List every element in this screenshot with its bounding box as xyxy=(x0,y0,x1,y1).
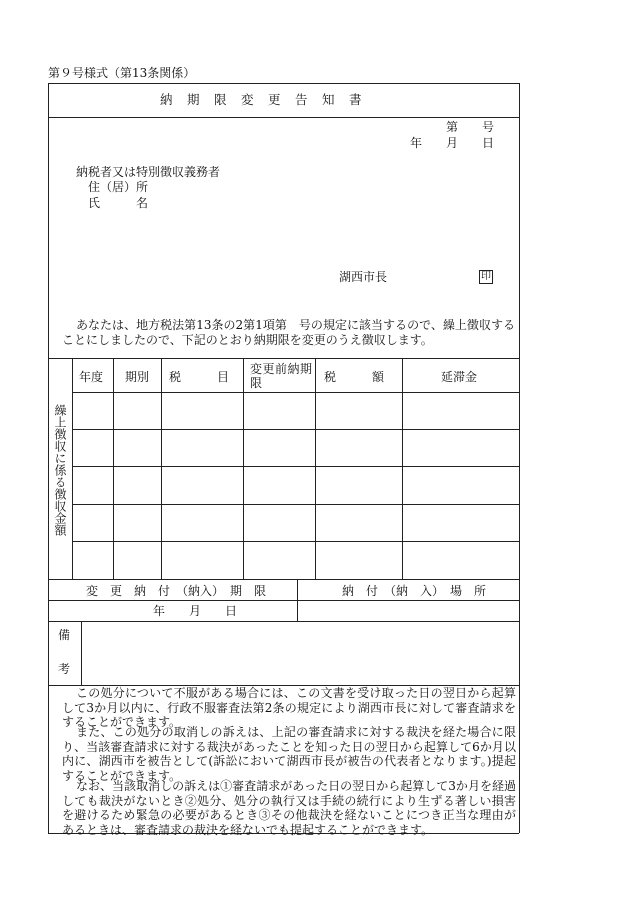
remarks-label-bottom: 考 xyxy=(58,662,71,676)
row-divider xyxy=(72,504,519,505)
row-divider xyxy=(72,541,519,542)
document-no-prefix: 第 xyxy=(446,120,459,134)
deadline-bottom xyxy=(48,621,519,622)
row-divider xyxy=(72,466,519,467)
payment-place-label: 納 付 （納 入） 場 所 xyxy=(342,584,487,598)
address-label: 住（居）所 xyxy=(88,180,149,194)
document-no-suffix: 号 xyxy=(482,120,495,134)
taxpayer-label: 納税者又は特別徴収義務者 xyxy=(76,165,221,179)
frame-left xyxy=(48,83,49,833)
column-header: 年度 xyxy=(79,370,104,384)
table-top xyxy=(48,358,519,359)
instruction-paragraph: なお、当該取消しの訴えは①審査請求があった日の翌日から起算して3か月を経過しても裁決がないとき②処分、処分の執行又は手続の続行により生ずる著しい損害を避けるため緊急の必要があるとき③その他裁決を経ないことにつき正当な理由があるときは、審査請求の裁決を経ないでも提起することができます。 xyxy=(62,779,516,837)
column-header: 延滞金 xyxy=(441,370,478,384)
column-header: 変更前納期限 xyxy=(250,362,312,390)
column-header: 期別 xyxy=(125,370,150,384)
date-year: 年 xyxy=(410,136,423,150)
form-number: 第９号様式（第13条関係） xyxy=(48,66,196,80)
deadline-label: 変 更 納 付 （納入） 期 限 xyxy=(86,584,267,598)
date-day: 日 xyxy=(482,136,495,150)
frame-top xyxy=(48,83,519,84)
deadline-place-divider xyxy=(297,579,298,621)
column-header: 税 目 xyxy=(169,370,230,384)
name-label: 氏 名 xyxy=(88,196,149,210)
deadline-mid xyxy=(48,600,519,601)
remarks-label-top: 備 xyxy=(58,628,71,642)
deadline-date[interactable]: 年 月 日 xyxy=(153,604,238,618)
collection-amount-label: 繰上徴収に係る徴収金額 xyxy=(53,404,67,536)
date-month: 月 xyxy=(446,136,459,150)
column-header: 税 額 xyxy=(324,370,385,384)
notice-text: あなたは、地方税法第13条の2第1項第 号の規定に該当するので、繰上徴収することにしましたので、下記のとおり納期限を変更のうえ徴収します。 xyxy=(62,318,515,347)
instruction-paragraph: また、この処分の取消しの訴えは、上記の審査請求に対する裁決を経た場合に限り、当該審査請求に対する裁決があったことを知った日の翌日から起算して6か月以内に、湖西市を被告として(訴訟において湖西市長が被告の代表者となります。)提起することができます。 xyxy=(62,725,516,783)
deadline-top xyxy=(48,579,519,580)
remarks-divider xyxy=(81,621,82,685)
frame-right xyxy=(519,83,520,833)
seal-mark: 印 xyxy=(481,271,491,282)
issuer-name: 湖西市長 xyxy=(339,270,388,284)
row-divider xyxy=(72,429,519,430)
title-divider xyxy=(48,117,519,118)
instruction-paragraph: この処分について不服がある場合には、この文書を受け取った日の翌日から起算して3か月以内に、行政不服審査法第2条の規定により湖西市長に対して審査請求をすることができます。 xyxy=(62,686,516,729)
table-header-divider xyxy=(72,392,519,393)
form-title: 納 期 限 変 更 告 知 書 xyxy=(160,92,363,107)
